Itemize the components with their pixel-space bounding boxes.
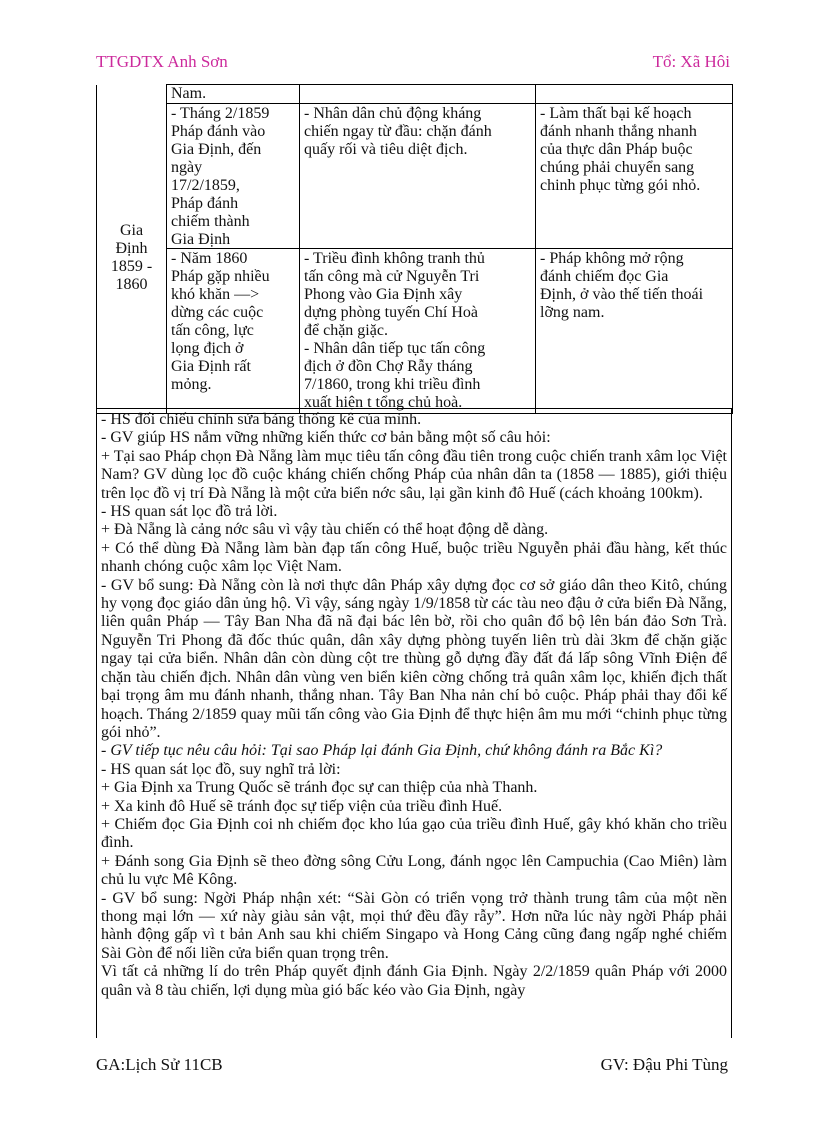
event-line: Gia Định rất bbox=[171, 358, 251, 375]
event-cell bbox=[171, 250, 295, 412]
event-line: ngày bbox=[171, 159, 203, 176]
event-line: Pháp đánh bbox=[171, 195, 239, 212]
event-cell bbox=[171, 105, 295, 247]
event-line: - Tháng 2/1859 bbox=[171, 105, 270, 122]
event-line: 17/2/1859, bbox=[171, 177, 240, 194]
note-paragraph: + Gia Định xa Trung Quốc sẽ tránh đọc sự can thiệp của nhà Thanh. bbox=[101, 779, 538, 797]
period-line: 1860 bbox=[115, 276, 148, 294]
footer-subject: GA:Lịch Sử 11CB bbox=[96, 1055, 223, 1074]
response-line: 7/1860, trong khi triều đình bbox=[304, 376, 481, 393]
table-row bbox=[97, 104, 733, 249]
table-top-fragment: Nam. bbox=[171, 85, 207, 102]
note-paragraph: + Xa kinh đô Huế sẽ tránh đọc sự tiếp viện của triều đình Huế. bbox=[101, 797, 503, 815]
history-table bbox=[96, 84, 733, 414]
result-line: - Pháp không mở rộng bbox=[540, 250, 684, 267]
result-line: lỡng nam. bbox=[540, 304, 605, 321]
note-paragraph: - GV bổ sung: Ngời Pháp nhận xét: “Sài Gòn có triển vọng trở thành trung tâm của một nền thong mại lớn — xứ này giàu sản vật, mọi thứ đều đầy rẫy”. Hơn nữa lúc này ngời Pháp phải hành động gấp vì t bản Anh sau khi chiếm Singapo và Hong Cảng cũng đang ngấp nghé chiếm Sài Gòn để nối liền cửa biển quan trọng trên. bbox=[101, 889, 727, 962]
period-cell bbox=[97, 104, 167, 414]
note-paragraph: - GV giúp HS nắm vững những kiến thức cơ bản bằng một số câu hỏi: bbox=[101, 429, 551, 447]
event-line: dừng các cuộc bbox=[171, 304, 264, 321]
event-line: khó khăn —> bbox=[171, 286, 260, 303]
result-line: chinh phục từng gói nhỏ. bbox=[540, 177, 701, 194]
response-line: Phong vào Gia Định xây bbox=[304, 286, 463, 303]
event-line: tấn công, lực bbox=[171, 322, 254, 339]
response-line: - Nhân dân chủ động kháng bbox=[304, 105, 482, 122]
note-paragraph: Vì tất cả những lí do trên Pháp quyết định đánh Gia Định. Ngày 2/2/1859 quân Pháp với 2000 quân và 8 tàu chiến, lợi dụng mùa gió bấc kéo vào Gia Định, ngày bbox=[101, 963, 727, 999]
note-paragraph: - GV tiếp tục nêu câu hỏi: Tại sao Pháp lại đánh Gia Định, chứ không đánh ra Bắc Kì? bbox=[101, 742, 663, 760]
result-line: - Làm thất bại kế hoạch bbox=[540, 105, 692, 122]
lesson-notes bbox=[96, 408, 732, 1038]
header-center-name: TTGDTX Anh Sơn bbox=[96, 52, 228, 71]
result-line: đánh chiếm đọc Gia bbox=[540, 268, 669, 285]
table-row bbox=[97, 85, 733, 104]
response-line: dựng phòng tuyến Chí Hoà bbox=[304, 304, 478, 321]
result-line: của thực dân Pháp buộc bbox=[540, 141, 693, 158]
note-paragraph: - HS quan sát lọc đồ, suy nghĩ trả lời: bbox=[101, 760, 341, 778]
result-cell bbox=[540, 105, 728, 247]
note-paragraph: - HS quan sát lọc đồ trả lời. bbox=[101, 503, 278, 521]
period-line: 1859 - bbox=[110, 258, 153, 276]
header-department: Tổ: Xã Hôi bbox=[652, 52, 730, 71]
response-cell bbox=[304, 250, 531, 412]
result-line: đánh nhanh thắng nhanh bbox=[540, 123, 697, 140]
event-line: chiếm thành bbox=[171, 213, 250, 230]
event-line: Gia Định bbox=[171, 231, 231, 247]
response-line: tấn công mà cử Nguyễn Tri bbox=[304, 268, 480, 285]
response-line: - Triều đình không tranh thủ bbox=[304, 250, 485, 267]
period-label bbox=[101, 222, 162, 294]
period-line: Gia bbox=[119, 222, 144, 240]
response-line: - Nhân dân tiếp tục tấn công bbox=[304, 340, 486, 357]
note-paragraph: - GV bổ sung: Đà Nẵng còn là nơi thực dân Pháp xây dựng đọc cơ sở giáo dân theo Kitô, chúng hy vọng đọc giáo dân ủng hộ. Vì vậy, sáng ngày 1/9/1858 từ các tàu neo đậu ở cửa biển Đà Nẵng, liên quân Pháp — Tây Ban Nha đã nã đại bác lên bờ, rồi cho quân đổ bộ lên bán đảo Sơn Trà. Nguyễn Tri Phong đã đốc thúc quân, dân xây dựng phòng tuyến liên trù dài 3km để chặn giặc ngay tại cửa biển. Nhân dân còn dùng cột tre thùng gỗ dựng đầy đất đá lấp sông Vĩnh Điện để chặn tàu chiến địch. Nhân dân vùng ven biển kiên cờng chống trả quân xâm lọc, khiến địch thất bại trọng âm mu đánh nhanh, thắng nhan. Tây Ban Nha nản chí bỏ cuộc. Pháp phải thay đổi kế hoạch. Tháng 2/1859 quay mũi tấn công vào Gia Định để thực hiện âm mu mới “chinh phục từng gói nhỏ”. bbox=[101, 576, 727, 741]
note-paragraph: + Đà Nẵng là cảng nớc sâu vì vậy tàu chiến có thể hoạt động dễ dàng. bbox=[101, 521, 549, 539]
response-line: để chặn giặc. bbox=[304, 322, 388, 339]
event-line: mỏng. bbox=[171, 376, 212, 393]
note-paragraph: + Chiếm đọc Gia Định coi nh chiếm đọc kho lúa gạo của triều đình Huế, gây khó khăn cho triều đình. bbox=[101, 815, 727, 852]
event-line: lọng địch ở bbox=[171, 340, 244, 357]
note-paragraph: - HS đối chiếu chỉnh sửa bảng thống kê của mình. bbox=[101, 411, 422, 428]
note-paragraph: + Đánh song Gia Định sẽ theo đờng sông Cửu Long, đánh ngọc lên Campuchia (Cao Miên) làm chủ lu vực Mê Kông. bbox=[101, 852, 727, 889]
response-line: địch ở đồn Chợ Rẫy tháng bbox=[304, 358, 473, 375]
footer-teacher: GV: Đậu Phi Tùng bbox=[600, 1055, 728, 1074]
period-line: Định bbox=[115, 240, 148, 258]
table-row bbox=[97, 249, 733, 414]
result-cell bbox=[540, 250, 728, 412]
event-line: Pháp đánh vào bbox=[171, 123, 266, 140]
response-line: chiến ngay từ đầu: chặn đánh bbox=[304, 123, 492, 140]
response-line: quấy rối và tiêu diệt địch. bbox=[304, 141, 468, 158]
note-paragraph: + Tại sao Pháp chọn Đà Nẵng làm mục tiêu tấn công đầu tiên trong cuộc chiến tranh xâm lọc Việt Nam? GV dùng lọc đồ cuộc kháng chiến chống Pháp của nhân dân ta (1858 — 1885), giới thiệu trên lọc đồ vị trí Đà Nẵng là một cửa biển nớc sâu, lại gần kinh đô Huế (cách khoảng 100km). bbox=[101, 447, 727, 502]
note-paragraph: + Có thể dùng Đà Nẵng làm bàn đạp tấn công Huế, buộc triều Nguyễn phải đầu hàng, kết thúc nhanh chóng cuộc xâm lọc Việt Nam. bbox=[101, 539, 727, 576]
result-line: chúng phải chuyển sang bbox=[540, 159, 695, 176]
event-line: - Năm 1860 bbox=[171, 250, 248, 267]
event-line: Pháp gặp nhiều bbox=[171, 268, 270, 285]
result-line: Định, ở vào thế tiến thoái bbox=[540, 286, 704, 303]
event-line: Gia Định, đến bbox=[171, 141, 262, 158]
response-line: xuất hiện t tổng chủ hoà. bbox=[304, 394, 463, 411]
response-cell bbox=[304, 105, 531, 247]
